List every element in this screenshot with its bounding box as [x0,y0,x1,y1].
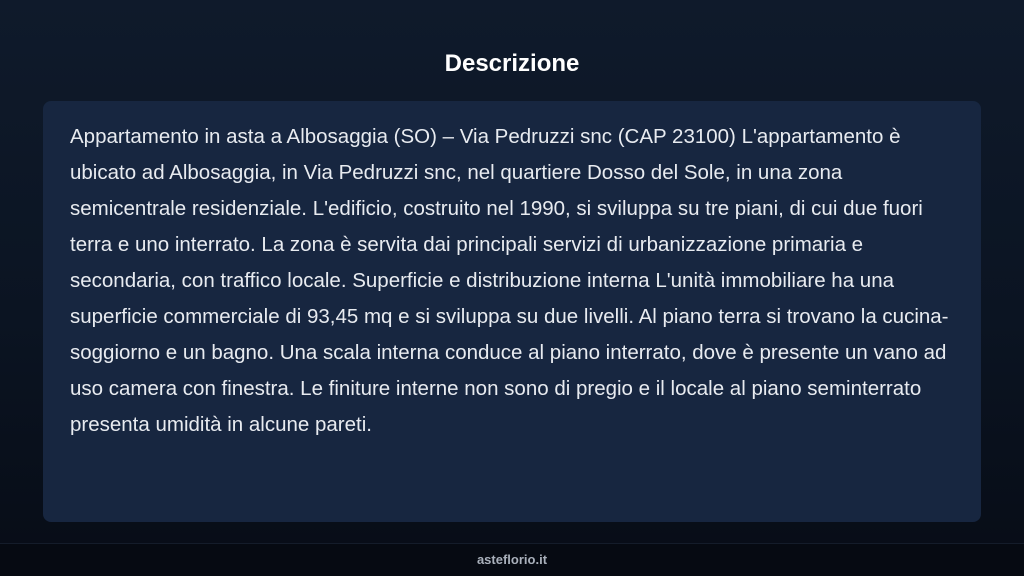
description-text: Appartamento in asta a Albosaggia (SO) – Via Pedruzzi snc (CAP 23100) L'appartamento è ubicato ad Albosaggia, in Via Pedruzzi snc, nel quartiere Dosso del Sole, in una zona semicentrale residenziale. L'edificio, costruito nel 1990, si sviluppa su tre piani, di cui due fuori terra e uno interrato. La zona è servita dai principali servizi di urbanizzazione primaria e secondaria, con traffico locale. Superficie e distribuzione interna L'unità immobiliare ha una superficie commerciale di 93,45 mq e si sviluppa su due livelli. Al piano terra si trovano la cucina-soggiorno e un bagno. Una scala interna conduce al piano interrato, dove è presente un vano ad uso camera con finestra. Le finiture interne non sono di pregio e il locale al piano seminterrato presenta umidità in alcune pareti. [70,125,949,436]
footer-site-label: asteflorio.it [476,552,548,567]
footer [0,543,1024,576]
description-card [43,101,981,522]
page-title: Descrizione [444,50,580,77]
